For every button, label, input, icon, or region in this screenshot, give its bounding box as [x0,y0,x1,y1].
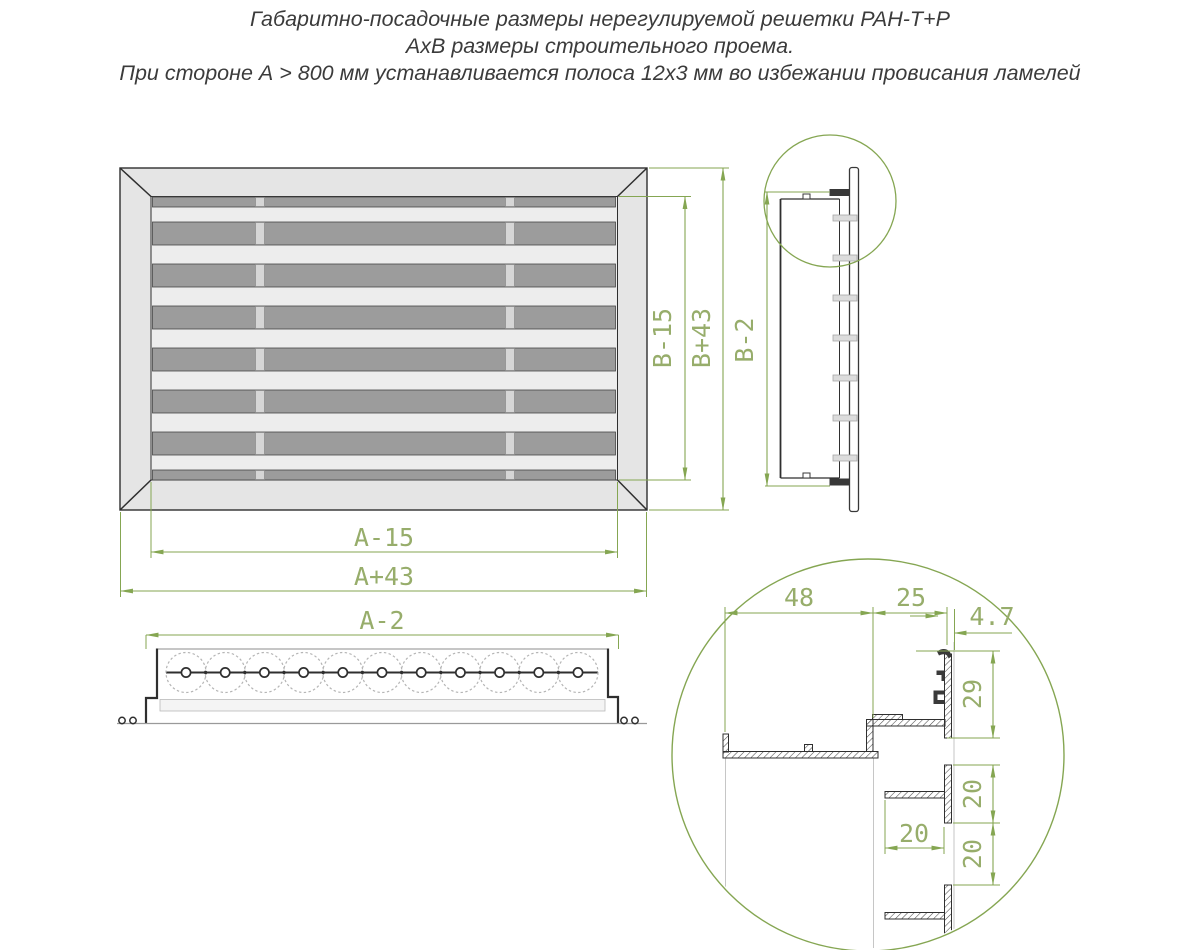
stiffener-strip-tick [506,223,515,245]
stiffener-strip-tick [506,391,515,413]
slat [153,390,616,413]
stiffener-strip-tick [256,471,265,480]
hub [377,668,386,677]
clip-tab-top [803,194,810,199]
lamella-section-2 [945,885,952,938]
dim-48 [725,583,873,732]
slat [153,432,616,455]
front-view [120,168,647,510]
lamella-section-1 [945,765,952,823]
hub [221,668,230,677]
joint-dot [204,671,207,674]
stiffener-strip-tick [256,307,265,329]
title-line-1: Габаритно-посадочные размеры нерегулируемой решетки РАН-Т+Р [250,7,950,31]
stiffener-strip-tick [506,265,515,287]
spring-clip [119,717,125,723]
clip-tab-bottom [803,473,810,478]
hub [495,668,504,677]
frame-plate-section [945,654,952,738]
spring-clip [621,717,627,723]
frame-cap-top [830,189,850,196]
stiffener-strip-tick [256,391,265,413]
slat [153,348,616,371]
dim-label-4-7: 4.7 [969,602,1015,631]
dim-label-20-top: 20 [958,778,987,810]
joint-dot [400,671,403,674]
lamella-end-mark [833,415,857,421]
stiffener-strip-tick [256,433,265,455]
dim-label-48: 48 [783,583,815,612]
lamella-end-mark [833,255,857,261]
dim-a2 [146,606,619,649]
dim-20-bottom [953,823,1000,885]
stiffener-strip-tick [256,223,265,245]
dim-label-b2: В-2 [730,317,759,363]
slat [153,222,616,245]
spring-clip [632,717,638,723]
joint-dot [557,671,560,674]
stiffener-strip-tick [506,433,515,455]
joint-dot [361,671,364,674]
hub [181,668,190,677]
stiffener-strip-tick [256,265,265,287]
slat [153,197,616,207]
hub [534,668,543,677]
lamella-end-mark [833,375,857,381]
hub [417,668,426,677]
slat [153,264,616,287]
detail-callout-circle [764,135,896,267]
joint-dot [322,671,325,674]
title-line-2: АхВ размеры строительного проема. [405,34,795,58]
lamella-end-mark [833,335,857,341]
stiffener-strip-tick [256,349,265,371]
detail-profiles [723,642,954,948]
hub [260,668,269,677]
dim-label-b15: В-15 [648,307,677,369]
hub [299,668,308,677]
joint-dot [282,671,285,674]
stiffener-strip-tick [256,198,265,207]
stiffener-strip-tick [506,307,515,329]
dim-label-b43: В+43 [687,307,716,369]
dim-25 [873,583,947,645]
spring-clip [130,717,136,723]
dim-label-a43: А+43 [353,562,415,591]
joint-dot [478,671,481,674]
joint-dot [518,671,521,674]
stiffener-strip-tick [506,198,515,207]
bottom-view [117,649,647,724]
dim-label-29: 29 [958,678,987,710]
side-view [764,135,896,512]
hub [456,668,465,677]
dim-label-25: 25 [895,583,927,612]
mounting-spring-clips [119,717,638,723]
slat [153,470,616,480]
joint-dot [243,671,246,674]
spring-roll-symbols [166,653,598,693]
title-line-3: При стороне А > 800 мм устанавливается полоса 12х3 мм во избежании провисания ламелей [119,61,1081,85]
frame-cap-bottom [830,479,850,486]
left-bracket [146,649,157,724]
lamella-end-mark [833,215,857,221]
stiffener-strip-tick [506,471,515,480]
lamella-end-mark [833,295,857,301]
hub [573,668,582,677]
dim-20-top [953,765,1000,823]
joint-dot [439,671,442,674]
lamella-end-mark [833,455,857,461]
dim-20-depth [885,800,944,854]
slat [153,306,616,329]
stiffener-strip-tick [506,349,515,371]
right-bracket [608,649,618,724]
dim-label-a2: А-2 [359,606,405,635]
dim-label-a15: А-15 [353,523,415,552]
dim-label-20-bottom: 20 [958,838,987,870]
hub [338,668,347,677]
dim-label-20-depth: 20 [898,819,930,848]
